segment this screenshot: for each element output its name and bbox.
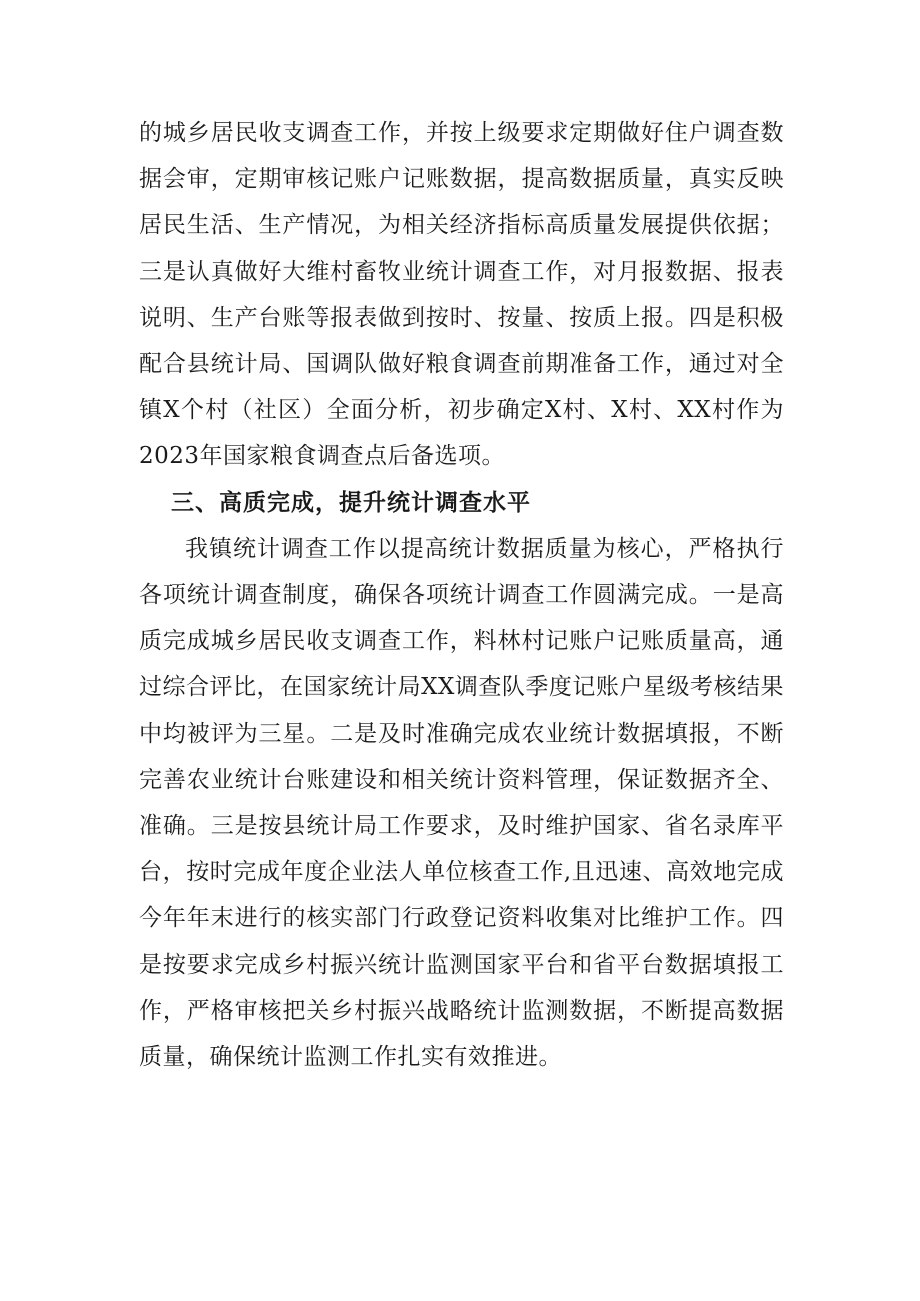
- section-heading: 三、高质完成，提升统计调查水平: [171, 489, 531, 516]
- document-body: [139, 110, 784, 1080]
- body-paragraph: 我镇统计调查工作以提高统计数据质量为核心，严格执行各项统计调查制度，确保各项统计调查工作圆满完成。一是高质完成城乡居民收支调查工作，料林村记账户记账质量高，通过综合评比，在国家统计局XX调查队季度记账户星级考核结果中均被评为三星。二是及时准确完成农业统计数据填报，不断完善农业统计台账建设和相关统计资料管理，保证数据齐全、准确。三是按县统计局工作要求，及时维护国家、省名录库平台，按时完成年度企业法人单位核查工作,且迅速、高效地完成今年年末进行的核实部门行政登记资料收集对比维护工作。四是按要求完成乡村振兴统计监测国家平台和省平台数据填报工作，严格审核把关乡村振兴战略统计监测数据，不断提高数据质量，确保统计监测工作扎实有效推进。: [139, 535, 784, 1071]
- body-paragraph-continued: 的城乡居民收支调查工作，并按上级要求定期做好住户调查数据会审，定期审核记账户记账数据，提高数据质量，真实反映居民生活、生产情况，为相关经济指标高质量发展提供依据；三是认真做好大维村畜牧业统计调查工作，对月报数据、报表说明、生产台账等报表做到按时、按量、按质上报。四是积极配合县统计局、国调队做好粮食调查前期准备工作，通过对全镇X个村（社区）全面分析，初步确定X村、X村、XX村作为2023年国家粮食调查点后备选项。: [139, 120, 784, 470]
